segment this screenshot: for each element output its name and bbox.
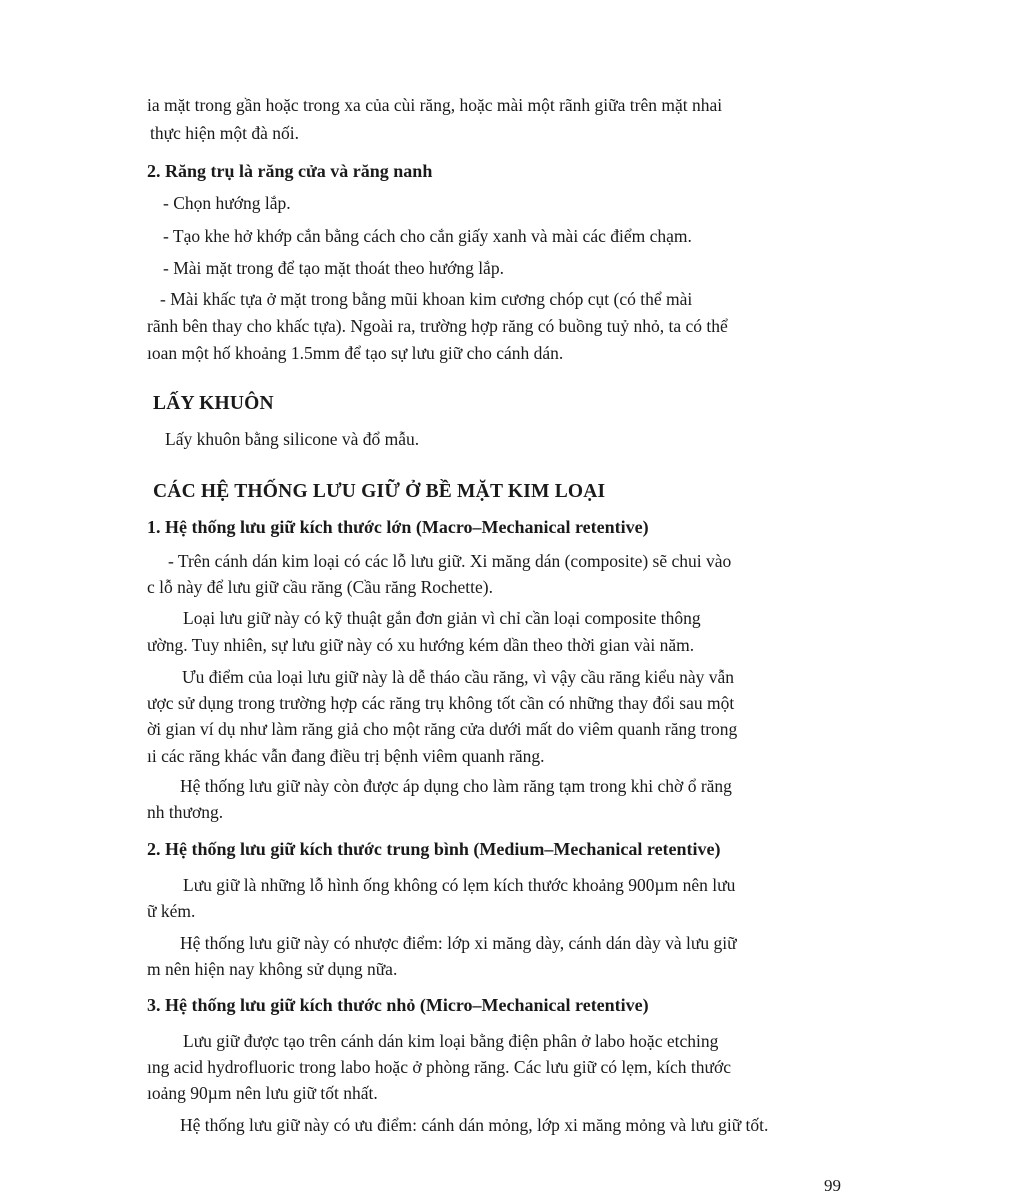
section-title: LẤY KHUÔN — [153, 393, 274, 414]
text-line: ıng acid hydrofluoric trong labo hoặc ở phòng răng. Các lưu giữ có lẹm, kích thước — [147, 1057, 731, 1077]
text-line: Lấy khuôn bằng silicone và đổ mẫu. — [165, 429, 420, 449]
text-line: - Trên cánh dán kim loại có các lỗ lưu giữ. Xi măng dán (composite) sẽ chui vào — [168, 551, 732, 571]
text-line: ữ kém. — [147, 901, 196, 921]
subheading: 2. Răng trụ là răng cửa và răng nanh — [147, 161, 433, 181]
text-line: Hệ thống lưu giữ này còn được áp dụng cho làm răng tạm trong khi chờ ổ răng — [180, 776, 732, 796]
text-line: Loại lưu giữ này có kỹ thuật gắn đơn giản vì chỉ cần loại composite thông — [183, 608, 701, 628]
text-line: Ưu điểm của loại lưu giữ này là dễ tháo cầu răng, vì vậy cầu răng kiểu này vẫn — [182, 667, 735, 687]
subheading: 3. Hệ thống lưu giữ kích thước nhỏ (Micro–Mechanical retentive) — [147, 995, 649, 1015]
text-line: ược sử dụng trong trường hợp các răng trụ không tốt cần có những thay đổi sau một — [147, 693, 735, 713]
text-line: nh thương. — [147, 802, 224, 822]
text-line: rãnh bên thay cho khấc tựa). Ngoài ra, trường hợp răng có buồng tuỷ nhỏ, ta có thể — [147, 316, 728, 336]
section-title: CÁC HỆ THỐNG LƯU GIỮ Ở BỀ MẶT KIM LOẠI — [153, 481, 606, 502]
text-line: Hệ thống lưu giữ này có ưu điểm: cánh dán mỏng, lớp xi măng mỏng và lưu giữ tốt. — [180, 1115, 769, 1135]
text-line: m nên hiện nay không sử dụng nữa. — [147, 959, 398, 979]
subheading: 1. Hệ thống lưu giữ kích thước lớn (Macro–Mechanical retentive) — [147, 517, 649, 537]
text-line: ia mặt trong gần hoặc trong xa của cùi răng, hoặc mài một rãnh giữa trên mặt nhai — [147, 95, 723, 115]
text-line: ời gian ví dụ như làm răng giả cho một răng cửa dưới mất do viêm quanh răng trong — [147, 719, 738, 739]
text-line: - Chọn hướng lắp. — [163, 193, 291, 213]
text-line: ıoan một hố khoảng 1.5mm để tạo sự lưu giữ cho cánh dán. — [147, 343, 564, 363]
text-line: Hệ thống lưu giữ này có nhược điểm: lớp xi măng dày, cánh dán dày và lưu giữ — [180, 933, 737, 953]
text-line: - Mài khấc tựa ở mặt trong bằng mũi khoan kim cương chóp cụt (có thể mài — [160, 289, 693, 309]
text-line: Lưu giữ được tạo trên cánh dán kim loại bằng điện phân ở labo hoặc etching — [183, 1031, 719, 1051]
text-line: thực hiện một đà nối. — [150, 123, 299, 143]
subheading: 2. Hệ thống lưu giữ kích thước trung bình (Medium–Mechanical retentive) — [147, 839, 721, 859]
text-line: - Mài mặt trong để tạo mặt thoát theo hướng lắp. — [163, 258, 504, 278]
page-number: 99 — [824, 1176, 841, 1195]
text-line: ıoảng 90µm nên lưu giữ tốt nhất. — [147, 1083, 378, 1103]
text-line: Lưu giữ là những lỗ hình ống không có lẹm kích thước khoảng 900µm nên lưu — [183, 875, 736, 895]
text-line: ường. Tuy nhiên, sự lưu giữ này có xu hướng kém dần theo thời gian vài năm. — [147, 635, 695, 655]
text-line: - Tạo khe hở khớp cắn bằng cách cho cắn giấy xanh và mài các điểm chạm. — [163, 226, 692, 246]
text-line: c lỗ này để lưu giữ cầu răng (Cầu răng Rochette). — [147, 577, 494, 597]
text-line: ıi các răng khác vẫn đang điều trị bệnh viêm quanh răng. — [147, 746, 545, 766]
